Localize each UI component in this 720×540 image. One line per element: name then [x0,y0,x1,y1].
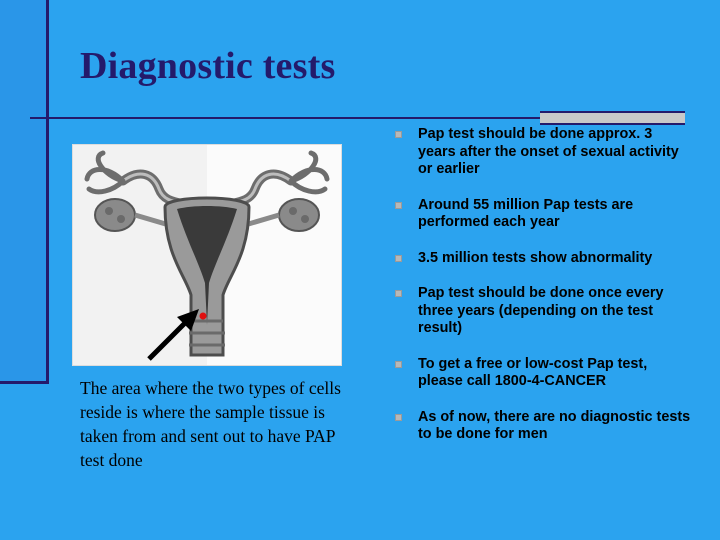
square-bullet-icon [395,131,402,138]
uterus-diagram-icon [73,145,341,365]
bullet-text: As of now, there are no diagnostic tests to be done for men [418,408,691,442]
divider-accent-box [540,111,685,125]
bullet-text: 3.5 million tests show abnormality [418,249,653,266]
bullet-text: To get a free or low-cost Pap test, please call 1800-4-CANCER [418,355,648,389]
bullet-item [393,356,693,391]
square-bullet-icon [395,290,402,297]
bullet-list [393,126,693,462]
uterus-diagram-image [72,144,342,366]
bullet-item [393,409,693,444]
bullet-text: Pap test should be done once every three years (depending on the test result) [418,285,664,336]
slide-title: Diagnostic tests [80,45,336,87]
bullet-text: Pap test should be done approx. 3 years after the onset of sexual activity or earlier [418,126,679,177]
square-bullet-icon [395,361,402,368]
square-bullet-icon [395,202,402,209]
square-bullet-icon [395,255,402,262]
left-accent-band [0,0,46,384]
bullet-item [393,250,693,268]
left-accent-edge [46,0,49,384]
left-accent-foot [0,381,49,384]
bullet-item [393,285,693,338]
bullet-item [393,197,693,232]
bullet-text: Around 55 million Pap tests are performed each year [418,196,634,230]
figure-caption: The area where the two types of cells reside is where the sample tissue is taken from and sent out to have PAP test done [80,378,341,470]
bullet-item [393,126,693,179]
square-bullet-icon [395,414,402,421]
